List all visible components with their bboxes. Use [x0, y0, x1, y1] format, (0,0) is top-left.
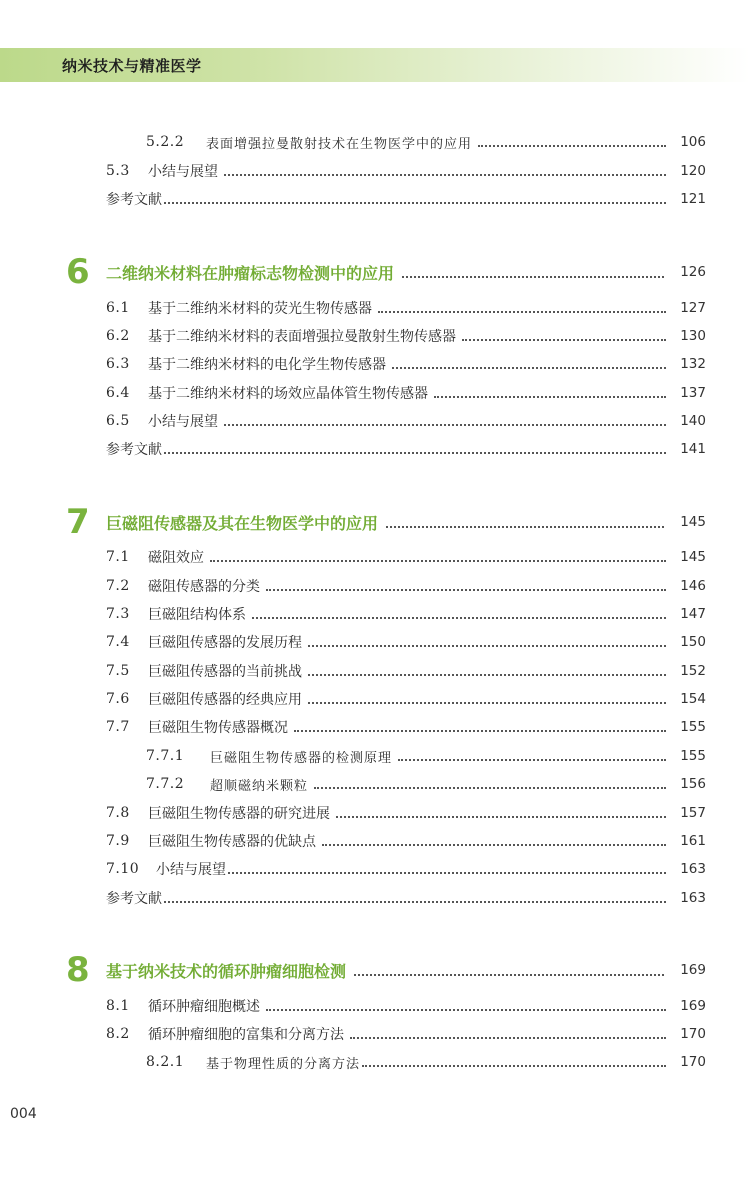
page-ref: 169 — [680, 998, 706, 1014]
toc-entry-references-5[interactable] — [106, 188, 706, 210]
section-number: 6.5 — [106, 413, 130, 429]
toc-entry-7-2[interactable] — [106, 575, 706, 597]
section-title: 超顺磁纳米颗粒 — [210, 778, 309, 794]
section-title: 基于二维纳米材料的场效应晶体管生物传感器 — [148, 386, 428, 402]
book-title: 纳米技术与精准医学 — [62, 57, 202, 75]
leader-dots — [386, 526, 664, 528]
leader-dots — [164, 452, 666, 454]
toc-entry-7-5[interactable] — [106, 660, 706, 682]
section-number: 6.2 — [106, 328, 130, 344]
page-ref: 152 — [680, 663, 706, 679]
page-ref: 137 — [680, 385, 706, 401]
section-title: 小结与展望 — [148, 164, 218, 180]
section-number: 7.2 — [106, 578, 130, 594]
leader-dots — [392, 367, 666, 369]
section-title: 表面增强拉曼散射技术在生物医学中的应用 — [206, 136, 473, 152]
section-number: 6.1 — [106, 300, 130, 316]
toc-entry-7-1[interactable] — [106, 546, 706, 568]
section-title: 巨磁阻传感器的当前挑战 — [148, 664, 302, 680]
leader-dots — [224, 424, 666, 426]
section-number: 7.6 — [106, 691, 130, 707]
section-number: 5.2.2 — [146, 134, 185, 150]
leader-dots — [478, 145, 666, 147]
section-title: 循环肿瘤细胞概述 — [148, 999, 260, 1015]
section-number: 6.4 — [106, 385, 130, 401]
toc-entry-7-7-2[interactable] — [146, 773, 706, 795]
section-title: 基于二维纳米材料的表面增强拉曼散射生物传感器 — [148, 329, 456, 345]
toc-entry-references-7[interactable] — [106, 887, 706, 909]
leader-dots — [266, 589, 666, 591]
section-title: 基于二维纳米材料的荧光生物传感器 — [148, 301, 372, 317]
leader-dots — [362, 1065, 666, 1067]
leader-dots — [336, 816, 666, 818]
section-title: 巨磁阻传感器的经典应用 — [148, 692, 302, 708]
section-number: 7.9 — [106, 833, 130, 849]
section-title: 磁阻效应 — [148, 550, 204, 566]
section-title: 巨磁阻生物传感器的优缺点 — [148, 834, 316, 850]
leader-dots — [252, 617, 666, 619]
page-ref: 127 — [680, 300, 706, 316]
toc-entry-5-2-2[interactable] — [146, 131, 706, 153]
section-title: 巨磁阻结构体系 — [148, 607, 246, 623]
section-number: 7.7 — [106, 719, 130, 735]
page-ref: 141 — [680, 441, 706, 457]
toc-entry-6-3[interactable] — [106, 353, 706, 375]
section-number: 7.4 — [106, 634, 130, 650]
chapter-title: 巨磁阻传感器及其在生物医学中的应用 — [106, 513, 379, 533]
page-ref: 145 — [680, 514, 706, 530]
section-number: 5.3 — [106, 163, 130, 179]
leader-dots — [308, 645, 666, 647]
section-number: 7.1 — [106, 549, 130, 565]
chapter-title: 二维纳米材料在肿瘤标志物检测中的应用 — [106, 263, 395, 283]
leader-dots — [322, 844, 666, 846]
leader-dots — [314, 787, 666, 789]
toc-entry-references-6[interactable] — [106, 438, 706, 460]
page-ref: 156 — [680, 776, 706, 792]
section-title: 巨磁阻生物传感器的检测原理 — [210, 750, 393, 766]
section-title: 巨磁阻生物传感器的研究进展 — [148, 806, 330, 822]
toc-entry-7-7[interactable] — [106, 716, 706, 738]
page-ref: 150 — [680, 634, 706, 650]
section-number: 7.5 — [106, 663, 130, 679]
leader-dots — [210, 560, 666, 562]
toc-entry-7-6[interactable] — [106, 688, 706, 710]
chapter-8-heading[interactable] — [66, 952, 706, 988]
page-ref: 121 — [680, 191, 706, 207]
section-number: 8.2.1 — [146, 1054, 185, 1070]
section-title: 基于物理性质的分离方法 — [206, 1056, 361, 1072]
leader-dots — [308, 674, 666, 676]
page-ref: 170 — [680, 1054, 706, 1070]
toc-entry-7-9[interactable] — [106, 830, 706, 852]
toc-entry-7-7-1[interactable] — [146, 745, 706, 767]
toc-entry-8-2-1[interactable] — [146, 1051, 706, 1073]
toc-entry-6-5[interactable] — [106, 410, 706, 432]
section-title: 磁阻传感器的分类 — [148, 579, 260, 595]
page-ref: 161 — [680, 833, 706, 849]
page-ref: 120 — [680, 163, 706, 179]
leader-dots — [164, 901, 666, 903]
toc-entry-8-2[interactable] — [106, 1023, 706, 1045]
page-ref: 154 — [680, 691, 706, 707]
chapter-6-heading[interactable] — [66, 254, 706, 290]
leader-dots — [294, 730, 666, 732]
section-title: 基于二维纳米材料的电化学生物传感器 — [148, 357, 386, 373]
chapter-number: 7 — [66, 502, 90, 542]
leader-dots — [224, 174, 666, 176]
leader-dots — [164, 202, 666, 204]
chapter-title: 基于纳米技术的循环肿瘤细胞检测 — [106, 961, 347, 981]
page-ref: 163 — [680, 861, 706, 877]
section-number: 7.7.2 — [146, 776, 185, 792]
section-number: 6.3 — [106, 356, 130, 372]
section-number: 8.2 — [106, 1026, 130, 1042]
section-number: 7.10 — [106, 861, 140, 877]
section-title: 参考文献 — [106, 891, 162, 907]
section-title: 巨磁阻生物传感器概况 — [148, 720, 288, 736]
leader-dots — [462, 339, 666, 341]
section-number: 8.1 — [106, 998, 130, 1014]
toc-entry-7-3[interactable] — [106, 603, 706, 625]
toc-entry-5-3[interactable] — [106, 160, 706, 182]
page-ref: 106 — [680, 134, 706, 150]
section-number: 7.3 — [106, 606, 130, 622]
section-title: 小结与展望 — [148, 414, 218, 430]
page-ref: 140 — [680, 413, 706, 429]
page-ref: 163 — [680, 890, 706, 906]
section-title: 小结与展望 — [156, 862, 226, 878]
leader-dots — [434, 396, 666, 398]
leader-dots — [308, 702, 666, 704]
page-number: 004 — [10, 1106, 37, 1122]
chapter-number: 8 — [66, 950, 90, 990]
section-number: 7.8 — [106, 805, 130, 821]
page-ref: 132 — [680, 356, 706, 372]
section-title: 参考文献 — [106, 192, 162, 208]
leader-dots — [398, 759, 666, 761]
page-ref: 126 — [680, 264, 706, 280]
page-ref: 155 — [680, 748, 706, 764]
toc-entry-7-10[interactable] — [106, 858, 706, 880]
page-ref: 147 — [680, 606, 706, 622]
chapter-7-heading[interactable] — [66, 504, 706, 540]
toc-entry-8-1[interactable] — [106, 995, 706, 1017]
leader-dots — [228, 872, 666, 874]
toc-entry-6-4[interactable] — [106, 382, 706, 404]
page-ref: 145 — [680, 549, 706, 565]
toc-entry-6-2[interactable] — [106, 325, 706, 347]
page-ref: 146 — [680, 578, 706, 594]
section-number: 7.7.1 — [146, 748, 185, 764]
page-ref: 155 — [680, 719, 706, 735]
leader-dots — [350, 1037, 666, 1039]
toc-entry-6-1[interactable] — [106, 297, 706, 319]
toc-entry-7-4[interactable] — [106, 631, 706, 653]
page-ref: 130 — [680, 328, 706, 344]
leader-dots — [354, 974, 664, 976]
section-title: 循环肿瘤细胞的富集和分离方法 — [148, 1027, 344, 1043]
page-ref: 169 — [680, 962, 706, 978]
section-title: 参考文献 — [106, 442, 162, 458]
leader-dots — [402, 276, 664, 278]
page-ref: 157 — [680, 805, 706, 821]
toc-entry-7-8[interactable] — [106, 802, 706, 824]
chapter-number: 6 — [66, 252, 90, 292]
leader-dots — [378, 311, 666, 313]
section-title: 巨磁阻传感器的发展历程 — [148, 635, 302, 651]
leader-dots — [266, 1009, 666, 1011]
page-ref: 170 — [680, 1026, 706, 1042]
